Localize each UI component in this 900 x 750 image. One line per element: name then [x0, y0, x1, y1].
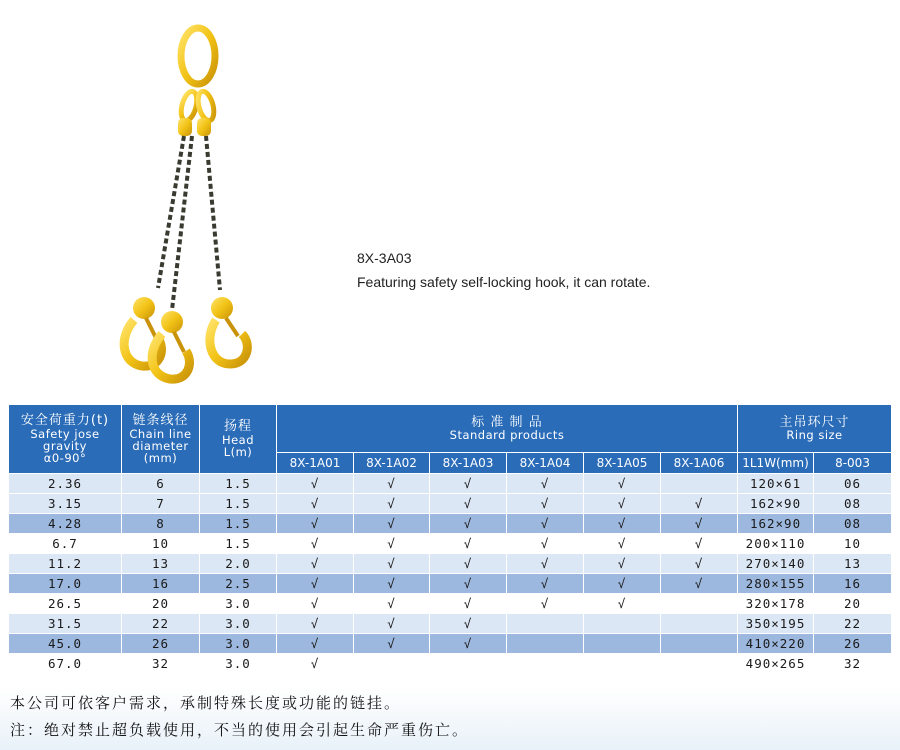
- table-cell-c4: [507, 634, 584, 654]
- table-cell-load: 45.0: [9, 634, 122, 654]
- table-cell-c6: √: [661, 534, 738, 554]
- table-cell-c6: [661, 614, 738, 634]
- table-cell-c1: √: [277, 614, 354, 634]
- table-cell-head: 3.0: [200, 594, 277, 614]
- table-cell-c3: √: [430, 574, 507, 594]
- table-cell-c1: √: [277, 594, 354, 614]
- table-cell-code: 08: [814, 514, 892, 534]
- table-row: [9, 634, 892, 654]
- table-cell-c1: √: [277, 514, 354, 534]
- hook-right-icon: [210, 297, 248, 364]
- table-cell-ring: 490×265: [738, 654, 814, 674]
- table-cell-code: 22: [814, 614, 892, 634]
- table-cell-c5: √: [584, 514, 661, 534]
- product-feature: Featuring safety self-locking hook, it can rotate.: [357, 274, 651, 290]
- table-cell-ring: 200×110: [738, 534, 814, 554]
- table-cell-c3: √: [430, 494, 507, 514]
- header-diameter: 链条线径 Chain line diameter (mm): [122, 405, 200, 474]
- table-cell-c3: √: [430, 474, 507, 494]
- table-cell-c1: √: [277, 554, 354, 574]
- table-cell-head: 1.5: [200, 534, 277, 554]
- subheader-1a05: 8X-1A05: [584, 453, 661, 474]
- table-cell-c5: √: [584, 494, 661, 514]
- hook-middle-icon: [152, 311, 189, 379]
- table-cell-head: 2.5: [200, 574, 277, 594]
- table-cell-c5: √: [584, 534, 661, 554]
- table-cell-dia: 26: [122, 634, 200, 654]
- table-cell-c2: √: [354, 574, 430, 594]
- table-cell-ring: 280×155: [738, 574, 814, 594]
- table-cell-c4: √: [507, 474, 584, 494]
- table-cell-c6: [661, 594, 738, 614]
- subheader-1a02: 8X-1A02: [354, 453, 430, 474]
- product-model: 8X-3A03: [357, 250, 412, 266]
- table-cell-c4: √: [507, 554, 584, 574]
- table-cell-c1: √: [277, 654, 354, 674]
- table-cell-c3: √: [430, 514, 507, 534]
- table-cell-ring: 320×178: [738, 594, 814, 614]
- table-cell-c6: [661, 634, 738, 654]
- table-cell-c4: √: [507, 594, 584, 614]
- table-cell-dia: 32: [122, 654, 200, 674]
- table-row: [9, 594, 892, 614]
- table-cell-code: 13: [814, 554, 892, 574]
- table-cell-c3: √: [430, 594, 507, 614]
- table-cell-c6: √: [661, 494, 738, 514]
- table-cell-load: 67.0: [9, 654, 122, 674]
- table-cell-c2: √: [354, 614, 430, 634]
- table-cell-load: 2.36: [9, 474, 122, 494]
- table-cell-dia: 10: [122, 534, 200, 554]
- subheader-ring-code: 8-003: [814, 453, 892, 474]
- header-ring-size: 主吊环尺寸 Ring size: [738, 405, 892, 453]
- table-cell-code: 08: [814, 494, 892, 514]
- table-cell-c1: √: [277, 634, 354, 654]
- table-cell-code: 10: [814, 534, 892, 554]
- table-cell-dia: 8: [122, 514, 200, 534]
- table-cell-c1: √: [277, 474, 354, 494]
- header-standard-products: 标 准 制 品 Standard products: [277, 405, 738, 453]
- table-cell-code: 06: [814, 474, 892, 494]
- table-cell-load: 26.5: [9, 594, 122, 614]
- table-cell-c3: √: [430, 534, 507, 554]
- table-cell-code: 26: [814, 634, 892, 654]
- table-cell-code: 20: [814, 594, 892, 614]
- table-cell-ring: 350×195: [738, 614, 814, 634]
- table-cell-head: 3.0: [200, 654, 277, 674]
- table-row: [9, 654, 892, 674]
- subheader-1a04: 8X-1A04: [507, 453, 584, 474]
- table-cell-c2: √: [354, 474, 430, 494]
- table-cell-code: 32: [814, 654, 892, 674]
- table-cell-c5: √: [584, 594, 661, 614]
- subheader-1a06: 8X-1A06: [661, 453, 738, 474]
- table-cell-head: 2.0: [200, 554, 277, 574]
- header-head: 扬程 Head L(m): [200, 405, 277, 474]
- table-cell-code: 16: [814, 574, 892, 594]
- table-cell-load: 31.5: [9, 614, 122, 634]
- table-cell-c3: √: [430, 554, 507, 574]
- table-cell-c2: √: [354, 634, 430, 654]
- table-cell-c5: [584, 634, 661, 654]
- table-cell-c3: [430, 654, 507, 674]
- table-cell-c5: √: [584, 574, 661, 594]
- table-row: [9, 494, 892, 514]
- table-cell-c2: √: [354, 494, 430, 514]
- master-ring-icon: [181, 28, 215, 84]
- table-cell-head: 3.0: [200, 614, 277, 634]
- table-cell-c5: √: [584, 474, 661, 494]
- subheader-1a03: 8X-1A03: [430, 453, 507, 474]
- table-cell-head: 1.5: [200, 474, 277, 494]
- table-cell-c5: √: [584, 554, 661, 574]
- spec-table: [8, 404, 892, 674]
- table-row: [9, 514, 892, 534]
- table-cell-c1: √: [277, 574, 354, 594]
- table-cell-dia: 13: [122, 554, 200, 574]
- table-cell-load: 4.28: [9, 514, 122, 534]
- table-cell-head: 1.5: [200, 514, 277, 534]
- table-cell-ring: 410×220: [738, 634, 814, 654]
- table-cell-dia: 7: [122, 494, 200, 514]
- table-row: [9, 574, 892, 594]
- table-row: [9, 474, 892, 494]
- table-cell-c4: √: [507, 494, 584, 514]
- subheader-ring-dim: 1L1W(mm): [738, 453, 814, 474]
- table-cell-load: 3.15: [9, 494, 122, 514]
- table-cell-ring: 270×140: [738, 554, 814, 574]
- chain-legs-icon: [158, 136, 220, 310]
- table-cell-c5: [584, 614, 661, 634]
- note-custom: 本公司可依客户需求，承制特殊长度或功能的链挂。: [10, 694, 402, 712]
- table-cell-c2: √: [354, 514, 430, 534]
- table-cell-load: 11.2: [9, 554, 122, 574]
- table-cell-ring: 162×90: [738, 494, 814, 514]
- table-cell-c4: √: [507, 574, 584, 594]
- table-cell-dia: 6: [122, 474, 200, 494]
- table-cell-c2: √: [354, 534, 430, 554]
- table-row: [9, 614, 892, 634]
- table-cell-c4: [507, 614, 584, 634]
- table-cell-c5: [584, 654, 661, 674]
- table-cell-c1: √: [277, 534, 354, 554]
- table-cell-c3: √: [430, 634, 507, 654]
- table-cell-c6: √: [661, 574, 738, 594]
- subheader-1a01: 8X-1A01: [277, 453, 354, 474]
- table-row: [9, 534, 892, 554]
- table-cell-c6: [661, 474, 738, 494]
- table-cell-c1: √: [277, 494, 354, 514]
- table-cell-c6: [661, 654, 738, 674]
- table-cell-head: 1.5: [200, 494, 277, 514]
- table-cell-c3: √: [430, 614, 507, 634]
- table-cell-c4: [507, 654, 584, 674]
- chain-sling-illustration: [100, 18, 270, 388]
- table-cell-c6: √: [661, 554, 738, 574]
- table-cell-c4: √: [507, 514, 584, 534]
- table-cell-ring: 120×61: [738, 474, 814, 494]
- table-cell-c2: [354, 654, 430, 674]
- table-cell-dia: 20: [122, 594, 200, 614]
- table-row: [9, 554, 892, 574]
- table-cell-load: 6.7: [9, 534, 122, 554]
- table-cell-c2: √: [354, 554, 430, 574]
- header-load: 安全荷重力(t) Safety jose gravity α0-90°: [9, 405, 122, 474]
- table-cell-head: 3.0: [200, 634, 277, 654]
- note-warning: 注：绝对禁止超负载使用，不当的使用会引起生命严重伤亡。: [10, 721, 470, 739]
- table-cell-c2: √: [354, 594, 430, 614]
- table-cell-dia: 22: [122, 614, 200, 634]
- table-cell-dia: 16: [122, 574, 200, 594]
- table-cell-c6: √: [661, 514, 738, 534]
- table-cell-load: 17.0: [9, 574, 122, 594]
- table-cell-ring: 162×90: [738, 514, 814, 534]
- table-cell-c4: √: [507, 534, 584, 554]
